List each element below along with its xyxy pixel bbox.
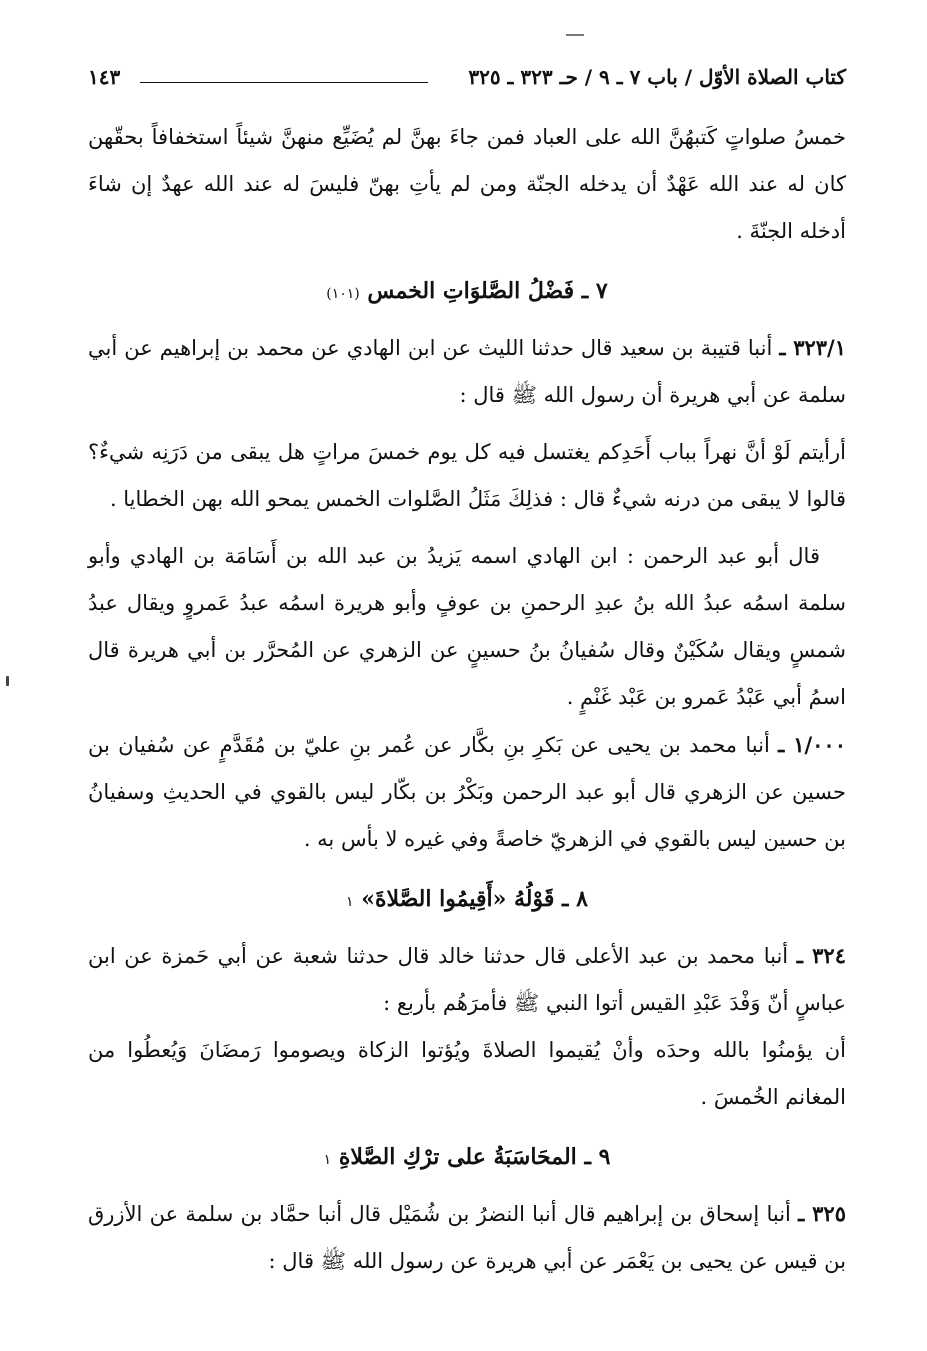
hadith-325 <box>88 1190 846 1285</box>
paragraph-intro: خمسُ صلواتٍ كَتبهُنَّ الله على العباد فمن جاءَ بهنَّ لم يُضَيِّع منهنَّ شيئاً استخفافاً بحقّهن كان له عند الله عَهْدٌ أن يدخله الجنّة ومن لم يأتِ بهنّ فليسَ له عند الله عهدٌ إن شاءَ أدخله الجنّةَ . <box>88 125 846 243</box>
margin-mark <box>6 676 9 686</box>
hadith-324 <box>88 932 846 1027</box>
hadith-text-000: أنبا محمد بن يحيى عن بَكرِ بنِ بكَّار عن عُمر بنِ عليّ بن مُقَدَّمٍ عن سُفيان بن حسين عن الزهري قال أبو عبد الرحمن وبَكْرُ بن بكّار ليس بالقوي في الحديثِ وسفيانُ بن حسين ليس بالقوي في الزهريّ خاصةً وفي غيره لا بأس به . <box>88 733 846 851</box>
hadith-number-324: ٣٢٤ ـ <box>796 943 846 968</box>
footnote-ref-8: ١ <box>345 894 354 910</box>
hadith-324-matn: أن يؤمنُوا بالله وحدَه وأنْ يُقيموا الصلاةَ ويُؤتوا الزكاة ويصوموا رَمضَانَ وَيُعطُوا من المغانم الخُمسَ . <box>88 1038 846 1109</box>
chapter-heading-8 <box>88 875 846 926</box>
hadith-number-325: ٣٢٥ ـ <box>798 1201 846 1226</box>
hadith-text-325: أنبا إسحاق بن إبراهيم قال أنبا النضرُ بن شُمَيْل قال أنبا حمَّاد بن سلمة عن الأزرق بن قيس عن يحيى بن يَعْمَر عن أبي هريرة عن رسول الله ﷺ قال : <box>88 1202 846 1273</box>
page-number: ١٤٣ <box>88 65 121 89</box>
hadith-number-000: ١/٠٠٠ ـ <box>778 732 846 757</box>
hadith-number-323: ٣٢٣/١ ـ <box>779 335 846 360</box>
hadith-text-323: أنبا قتيبة بن سعيد قال حدثنا الليث عن ابن الهادي عن محمد بن إبراهيم عن أبي سلمة عن أبي هريرة أن رسول الله ﷺ قال : <box>88 336 846 407</box>
chapter-heading-7 <box>88 267 846 318</box>
footnote-ref-9: ١ <box>323 1152 332 1168</box>
hadith-text-324: أنبا محمد بن عبد الأعلى قال حدثنا خالد قال حدثنا شعبة عن أبي حَمزة عن ابن عباسٍ أنّ وَفْدَ عَبْدِ القيس أتوا النبي ﷺ فأمرَهُم بأربع : <box>88 944 846 1015</box>
author-note: قال أبو عبد الرحمن : ابن الهادي اسمه يَزيدُ بن عبد الله بن أَسَامَة بن الهادي وأبو سلمة اسمُه عبدُ الله بنُ عبدِ الرحمنِ بن عوفٍ وأبو هريرة اسمُه عبدُ عَمروٍ ويقال عبدُ شمسٍ ويقال سُكَيْنٌ وقال سُفيانُ بنُ حسينٍ عن الزهري عن المُحرَّر بن أبي هريرة قال اسمُ أبي عَبْدُ عَمرو بن عَبْد غَنْمٍ . <box>88 544 846 709</box>
footnote-ref-7: (١٠١) <box>326 286 360 302</box>
hadith-323-matn: أرأيتم لَوْ أنَّ نهراً بباب أَحَدِكم يغتسل فيه كل يوم خمسَ مراتٍ هل يبقى من دَرَنِه شيءٌ؟ قالوا لا يبقى من درنه شيءٌ قال : فذلِكَ مَثَلُ الصَّلوات الخمس يمحو الله بهن الخطايا . <box>88 440 846 511</box>
running-head: كتاب الصلاة الأوّل / باب ٧ ـ ٩ / حـ ٣٢٣ ـ ٣٢٥ <box>468 65 846 89</box>
chapter-title-9: ٩ ـ المحَاسَبَةُ على ترْكِ الصَّلاةِ <box>338 1144 611 1170</box>
page-header <box>88 60 846 100</box>
hadith-323 <box>88 324 846 419</box>
hadith-000 <box>88 721 846 863</box>
chapter-heading-9 <box>88 1133 846 1184</box>
chapter-title-8: ٨ ـ قَوْلُهُ «أَقِيمُوا الصَّلاةَ» <box>361 886 588 912</box>
header-rule <box>140 82 428 83</box>
top-mark <box>566 34 584 36</box>
page-body <box>88 114 846 1285</box>
chapter-title-7: ٧ ـ فَضْلُ الصَّلوَاتِ الخمس <box>367 278 608 304</box>
